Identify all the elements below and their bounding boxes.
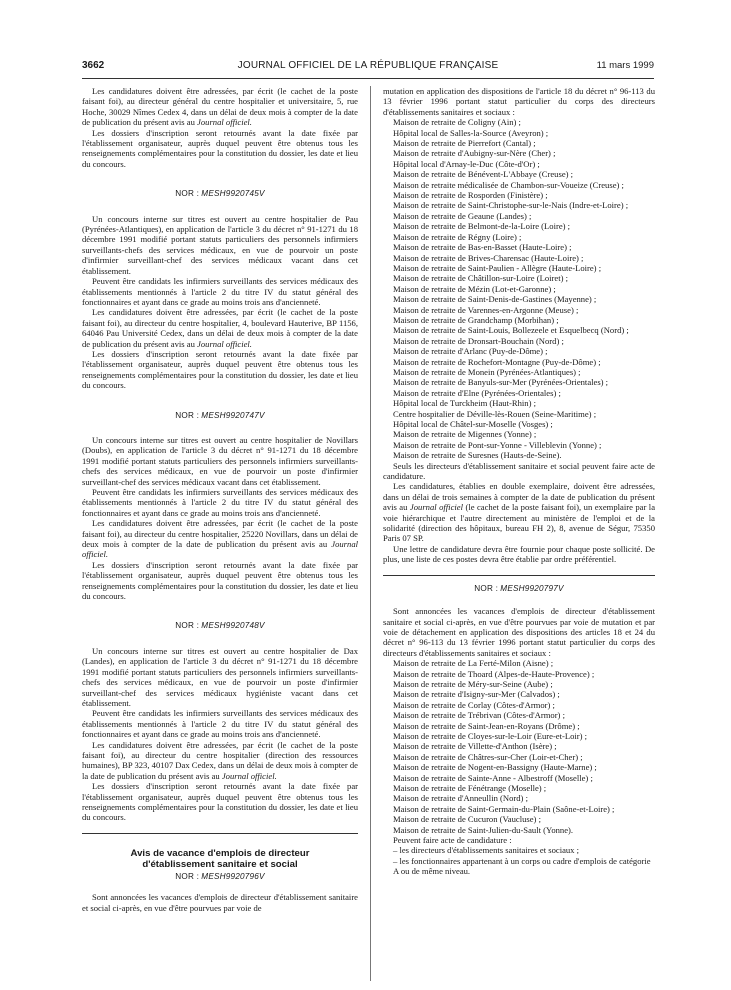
- list-item: Maison de retraite de Pont-sur-Yonne - Villeblevin (Yonne) ;: [393, 439, 602, 450]
- list-item: – les fonctionnaires appartenant à un corps ou cadre d'emplois de catégorie A ou de même niveau.: [393, 855, 651, 877]
- paragraph: Les candidatures doivent être adressées, par écrit (le cachet de la poste faisant foi), au directeur du centre hospitalier (direction des ressources humaines), BP 323, 40107 Dax Cedex, dans un délai de deux mois à compter de la date de publication du présent avis au Journal officiel.: [82, 739, 358, 781]
- right-column: [383, 86, 655, 877]
- list-item: Maison de retraite de Rochefort-Montagne (Puy-de-Dôme) ;: [393, 356, 601, 367]
- list-item: Maison de retraite de Bas-en-Basset (Haute-Loire) ;: [393, 242, 572, 253]
- list-item: Maison de retraite de Saint-Christophe-sur-le-Nais (Indre-et-Loire) ;: [393, 200, 629, 211]
- paragraph: Un concours interne sur titres est ouvert au centre hospitalier de Pau (Pyrénées-Atlantiques), en application de l'article 3 du décret n° 91-1271 du 18 décembre 1991 modifié portant statuts particuliers des personnels infirmiers surveillants-chefs des services médicaux, en vue de pourvoir un poste d'infirmier surveillant-chef des services médicaux vacant dans cet établissement.: [82, 213, 358, 276]
- list-item: Maison de retraite de Brives-Charensac (Haute-Loire) ;: [393, 252, 584, 263]
- list-item: Maison de retraite de Monein (Pyrénées-Atlantiques) ;: [393, 366, 581, 377]
- paragraph: Les candidatures doivent être adressées, par écrit (le cachet de la poste faisant foi), au directeur général du centre hospitalier et universitaire, 5, rue Hoche, 30029 Nîmes Cedex 4, dans un délai de deux mois à compter de la date de publication du présent avis au Journal officiel.: [82, 86, 358, 128]
- list-item: Maison de retraite d'Anneullin (Nord) ;: [393, 793, 528, 804]
- list-item: Maison de retraite d'Elne (Pyrénées-Orientales) ;: [393, 387, 561, 398]
- list-item: Maison de retraite de Saint-Germain-du-Plain (Saône-et-Loire) ;: [393, 803, 615, 814]
- paragraph: Une lettre de candidature devra être fournie pour chaque poste sollicité. De plus, une liste de ces postes devra être établie par ordre préférentiel.: [383, 543, 655, 565]
- list-item: Maison de retraite de Pierrefort (Cantal) ;: [393, 138, 536, 149]
- paragraph: Peuvent être candidats les infirmiers surveillants des services médicaux des établissements mentionnés à l'article 2 du titre IV du statut général des fonctionnaires et ayant dans ce grade au moins trois ans d'ancienneté.: [82, 487, 358, 518]
- list-item: Maison de retraite de Grandchamp (Morbihan) ;: [393, 314, 559, 325]
- page-number: 3662: [82, 60, 105, 71]
- section-rule: [82, 833, 358, 834]
- list-item: Maison de retraite de Migennes (Yonne) ;: [393, 429, 537, 440]
- list-item: Hôpital local de Salles-la-Source (Aveyron) ;: [393, 127, 549, 138]
- paragraph: Les candidatures doivent être adressées, par écrit (le cachet de la poste faisant foi), au directeur du centre hospitalier, 25220 Novillars, dans un délai de deux mois à compter de la date de publication du présent avis au Journal officiel.: [82, 518, 358, 560]
- list-item: Maison de retraite de Nogent-en-Bassigny (Haute-Marne) ;: [393, 762, 597, 773]
- list-item: Maison de retraite de Saint-Julien-du-Sault (Yonne).: [393, 824, 574, 835]
- paragraph: Les candidatures, établies en double exemplaire, doivent être adressées, dans un délai de trois semaines à compter de la date de publication du présent avis au Journal officiel (le cachet de la poste faisant foi), un exemplaire par la voie hiérarchique et l'autre directement au ministère de l'emploi et de la solidarité (direction des hôpitaux, bureau FH 2), 8, avenue de Ségur, 75350 Paris 07 SP.: [383, 481, 656, 544]
- list-item: Maison de retraite de Villette-d'Anthon (Isère) ;: [393, 741, 557, 752]
- section-rule: [383, 575, 655, 576]
- list-item: Maison de retraite médicalisée de Chambon-sur-Voueize (Creuse) ;: [393, 179, 624, 190]
- nor-reference: NOR : MESH9920748V: [175, 621, 265, 631]
- list-item: Maison de retraite de Mézin (Lot-et-Garonne) ;: [393, 283, 556, 294]
- list-item: Centre hospitalier de Déville-lès-Rouen (Seine-Maritime) ;: [393, 408, 597, 419]
- list-item: Maison de retraite de La Ferté-Milon (Aisne) ;: [393, 658, 554, 669]
- column-separator: [370, 86, 371, 981]
- list-item: Maison de retraite de Saint-Jean-en-Royans (Drôme) ;: [393, 720, 580, 731]
- list-item: Maison de retraite de Fénétrange (Moselle) ;: [393, 783, 547, 793]
- nor-reference: NOR : MESH9920747V: [175, 410, 265, 420]
- paragraph: Peuvent faire acte de candidature :: [393, 835, 512, 846]
- list-item: Maison de retraite de Saint-Louis, Bollezeele et Esquelbecq (Nord) ;: [393, 325, 629, 336]
- nor-reference: NOR : MESH9920796V: [175, 871, 265, 881]
- nor-reference: NOR : MESH9920797V: [474, 583, 564, 593]
- list-item: Maison de retraite de Saint-Denis-de-Gastines (Mayenne) ;: [393, 294, 597, 305]
- list-item: Maison de retraite de Banyuls-sur-Mer (Pyrénées-Orientales) ;: [393, 377, 609, 388]
- list-item: Maison de retraite de Corlay (Côtes-d'Armor) ;: [393, 699, 555, 710]
- list-item: Hôpital local de Châtel-sur-Moselle (Vosges) ;: [393, 419, 553, 429]
- list-item: Maison de retraite de Bénévent-L'Abbaye (Creuse) ;: [393, 169, 574, 180]
- list-item: Maison de retraite de Dronsart-Bouchain (Nord) ;: [393, 335, 564, 346]
- list-item: Maison de retraite d'Aubigny-sur-Nère (Cher) ;: [393, 148, 556, 159]
- paragraph: Les dossiers d'inscription seront retournés avant la date fixée par l'établissement organisateur, auprès duquel peuvent être obtenus tous les renseignements complémentaires pour la constitution du dossier, les date et lieu du concours.: [82, 781, 358, 823]
- paragraph: mutation en application des dispositions de l'article 18 du décret n° 96-113 du 13 février 1996 portant statut particulier du corps des directeurs d'établissements sanitaires et sociaux :: [383, 86, 655, 117]
- list-item: Maison de retraite de Trébrivan (Côtes-d'Armor) ;: [393, 710, 565, 721]
- nor-reference: NOR : MESH9920745V: [175, 189, 265, 199]
- journal-title: JOURNAL OFFICIEL DE LA RÉPUBLIQUE FRANÇAISE: [237, 60, 499, 71]
- section-title: Avis de vacance d'emplois de directeur d'établissement sanitaire et social: [130, 847, 310, 871]
- paragraph: Les candidatures doivent être adressées, par écrit (le cachet de la poste faisant foi), au directeur du centre hospitalier, 4, boulevard Hauterive, BP 1156, 64046 Pau Université Cedex, dans un délai de deux mois à compter de la date de publication du présent avis au Journal officiel.: [82, 307, 358, 349]
- list-item: Maison de retraite d'Arlanc (Puy-de-Dôme) ;: [393, 346, 548, 357]
- paragraph: Un concours interne sur titres est ouvert au centre hospitalier de Dax (Landes), en application de l'article 3 du décret n° 91-1271 du 18 décembre 1991 modifié portant statuts particuliers des personnels infirmiers surveillants-chefs des services médicaux, en vue de pourvoir un poste d'infirmier surveillant-chef des services médicaux hygiéniste vacant dans cet établissement.: [82, 645, 358, 708]
- list-item: Maison de retraite de Châtillon-sur-Loire (Loiret) ;: [393, 273, 568, 284]
- list-item: Maison de retraite de Saint-Paulien - Allègre (Haute-Loire) ;: [393, 262, 602, 273]
- paragraph: Sont annoncées les vacances d'emplois de directeur d'établissement sanitaire et social ci-après, en vue d'être pourvues par voie de: [82, 892, 358, 913]
- list-item: Hôpital local de Turckheim (Haut-Rhin) ;: [393, 398, 536, 409]
- issue-date: 11 mars 1999: [596, 60, 654, 71]
- eligibility-list: [383, 845, 655, 876]
- establishment-list: [383, 658, 655, 835]
- list-item: Maison de retraite de Suresnes (Hauts-de-Seine).: [393, 450, 562, 461]
- paragraph: Sont annoncées les vacances d'emplois de directeur d'établissement sanitaire et social ci-après, en vue d'être pourvues par voie de mutation et par voie de détachement en application des dispositions des articles 18 et 24 du décret n° 96-113 du 13 février 1996 portant statut particulier du corps des directeurs d'établissements sanitaires et sociaux :: [383, 606, 655, 658]
- list-item: Maison de retraite de Coligny (Ain) ;: [393, 117, 521, 128]
- header-rule: [82, 78, 654, 79]
- list-item: Maison de retraite de Belmont-de-la-Loire (Loire) ;: [393, 221, 571, 232]
- list-item: Maison de retraite de Varennes-en-Argonne (Meuse) ;: [393, 304, 579, 315]
- paragraph: Peuvent être candidats les infirmiers surveillants des services médicaux des établissements mentionnés à l'article 2 du titre IV du statut général des fonctionnaires et ayant dans ce grade au moins trois ans d'ancienneté.: [82, 276, 358, 307]
- establishment-list: [383, 117, 655, 460]
- list-item: Maison de retraite de Châtres-sur-Cher (Loir-et-Cher) ;: [393, 751, 583, 762]
- list-item: Hôpital local d'Arnay-le-Duc (Côte-d'Or) ;: [393, 158, 540, 169]
- paragraph: Les dossiers d'inscription seront retournés avant la date fixée par l'établissement organisateur, auprès duquel peuvent être obtenus tous les renseignements complémentaires pour la constitution du dossier, les date et lieu du concours.: [82, 348, 358, 391]
- list-item: Maison de retraite de Sainte-Anne - Albestroff (Moselle) ;: [393, 772, 593, 783]
- list-item: – les directeurs d'établissements sanitaires et sociaux ;: [393, 845, 580, 856]
- left-column: [82, 86, 358, 913]
- paragraph: Peuvent être candidats les infirmiers surveillants des services médicaux des établissements mentionnés à l'article 2 du titre IV du statut général des fonctionnaires et ayant dans ce grade au moins trois ans d'ancienneté.: [82, 708, 358, 740]
- paragraph: Les dossiers d'inscription seront retournés avant la date fixée par l'établissement organisateur, auprès duquel peuvent être obtenus tous les renseignements complémentaires pour la constitution du dossier, les date et lieu du concours.: [82, 559, 358, 602]
- list-item: Maison de retraite de Méry-sur-Seine (Aube) ;: [393, 678, 553, 689]
- list-item: Maison de retraite d'Isigny-sur-Mer (Calvados) ;: [393, 689, 560, 700]
- paragraph: Seuls les directeurs d'établissement sanitaire et social peuvent faire acte de candidature.: [383, 460, 655, 482]
- list-item: Maison de retraite de Cucuron (Vaucluse) ;: [393, 814, 541, 825]
- list-item: Maison de retraite de Régny (Loire) ;: [393, 231, 522, 242]
- list-item: Maison de retraite de Rosporden (Finistère) ;: [393, 190, 548, 201]
- list-item: Maison de retraite de Cloyes-sur-le-Loir (Eure-et-Loir) ;: [393, 730, 588, 741]
- page-header: [82, 60, 654, 74]
- list-item: Maison de retraite de Thoard (Alpes-de-Haute-Provence) ;: [393, 668, 595, 679]
- paragraph: Un concours interne sur titres est ouvert au centre hospitalier de Novillars (Doubs), en application de l'article 3 du décret n° 91-1271 du 18 décembre 1991 modifié portant statuts particuliers des personnels infirmiers surveillants-chefs des services médicaux, en vue de pourvoir un poste d'infirmier surveillant-chef des services médicaux vacant dans cet établissement.: [82, 434, 358, 487]
- paragraph: Les dossiers d'inscription seront retournés avant la date fixée par l'établissement organisateur, auprès duquel peuvent être obtenus tous les renseignements complémentaires pour la constitution du dossier, les date et lieu du concours.: [82, 127, 358, 169]
- list-item: Maison de retraite de Geaune (Landes) ;: [393, 210, 532, 221]
